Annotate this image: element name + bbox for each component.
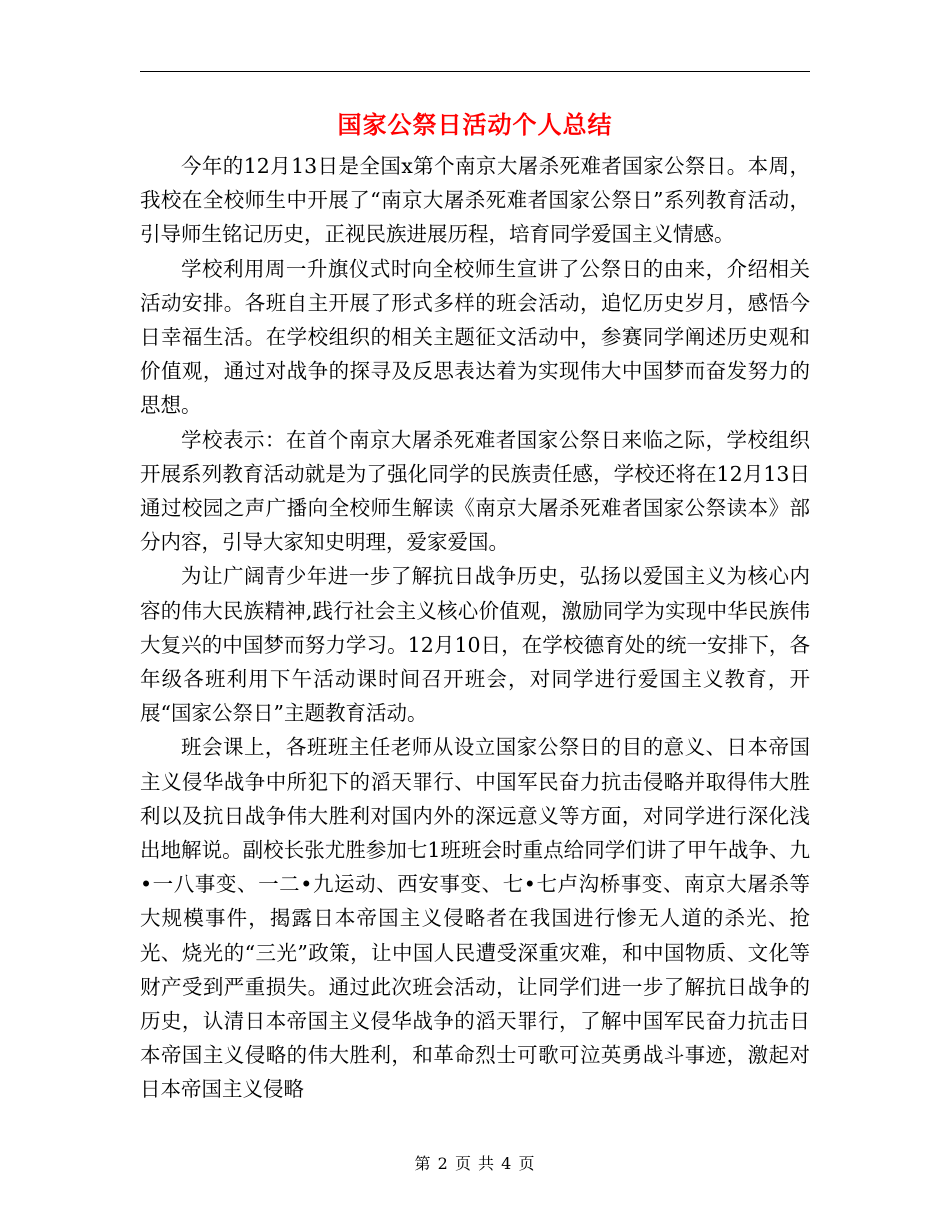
footer-label-ye-2: 页 (518, 1154, 536, 1173)
footer-label-gong: 共 (478, 1154, 496, 1173)
paragraph-2: 学校利用周一升旗仪式时向全校师生宣讲了公祭日的由来，介绍相关活动安排。各班自主开展了形式多样的班会活动，追忆历史岁月，感悟今日幸福生活。在学校组织的相关主题征文活动中，参赛同学阐述历史观和价值观，通过对战争的探寻及反思表达着为实现伟大中国梦而奋发努力的思想。 (140, 256, 810, 418)
footer-label-ye: 页 (454, 1154, 472, 1173)
paragraph-3: 学校表示：在首个南京大屠杀死难者国家公祭日来临之际，学校组织开展系列教育活动就是为了强化同学的民族责任感，学校还将在12月13日通过校园之声广播向全校师生解读《南京大屠杀死难者国家公祭读本》部分内容，引导大家知史明理，爱家爱国。 (140, 427, 810, 555)
footer-total-pages: 4 (501, 1154, 513, 1173)
header-rule (140, 71, 810, 72)
document-body (140, 149, 810, 1107)
paragraph-5: 班会课上，各班班主任老师从设立国家公祭日的目的意义、日本帝国主义侵华战争中所犯下的滔天罪行、中国军民奋力抗击侵略并取得伟大胜利以及抗日战争伟大胜利对国内外的深远意义等方面，对同学进行深化浅出地解说。副校长张尤胜参加七1班班会时重点给同学们讲了甲午战争、九•一八事变、一二•九运动、西安事变、七•七卢沟桥事变、南京大屠杀等大规模事件，揭露日本帝国主义侵略者在我国进行惨无人道的杀光、抢光、烧光的“三光”政策，让中国人民遭受深重灾难，和中国物质、文化等财产受到严重损失。通过此次班会活动，让同学们进一步了解抗日战争的历史，认清日本帝国主义侵华战争的滔天罪行，了解中国军民奋力抗击日本帝国主义侵略的伟大胜利，和革命烈士可歌可泣英勇战斗事迹，激起对日本帝国主义侵略 (140, 735, 810, 1102)
paragraph-4: 为让广阔青少年进一步了解抗日战争历史，弘扬以爱国主义为核心内容的伟大民族精神,践行社会主义核心价值观，激励同学为实现中华民族伟大复兴的中国梦而努力学习。12月10日，在学校德育处的统一安排下，各年级各班利用下午活动课时间召开班会，对同学进行爱国主义教育，开展“国家公祭日”主题教育活动。 (140, 564, 810, 726)
footer-current-page: 2 (437, 1154, 449, 1173)
paragraph-1: 今年的12月13日是全国x第个南京大屠杀死难者国家公祭日。本周，我校在全校师生中开展了“南京大屠杀死难者国家公祭日”系列教育活动，引导师生铭记历史，正视民族进展历程，培育同学爱国主义情感。 (140, 154, 810, 247)
page-footer (0, 1152, 950, 1176)
footer-label-di: 第 (414, 1154, 432, 1173)
document-title: 国家公祭日活动个人总结 (337, 110, 613, 139)
